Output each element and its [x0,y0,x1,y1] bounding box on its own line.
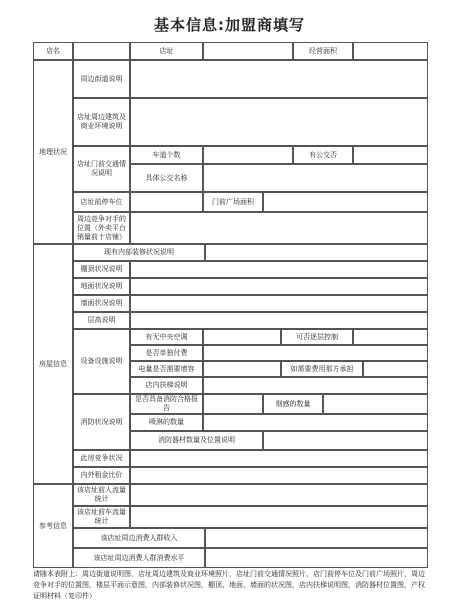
traffic-label: 店址门前交通情况说明 [73,146,130,192]
street-field[interactable] [130,60,428,98]
flow-front-field[interactable] [130,484,428,506]
rent-ratio-field[interactable] [130,467,428,484]
bus-stop-field[interactable] [353,146,428,164]
ac-field[interactable] [203,329,281,345]
parking-field[interactable] [130,192,203,212]
house-section-label: 房屋信息 [33,244,73,484]
ceiling-label: 棚顶状况说明 [73,261,130,278]
power-field[interactable] [203,361,281,377]
floor-field[interactable] [130,278,428,295]
smoke-field[interactable] [323,394,428,414]
store-name-field[interactable] [73,42,130,60]
flow-car-field[interactable] [130,506,428,528]
address-label: 店址 [130,42,203,60]
ac-label: 有无中央空调 [130,329,203,345]
income-field[interactable] [205,528,428,548]
plaza-field[interactable] [263,192,428,212]
attachment-note: 请随本表附上：周边街道说明图，店址周边建筑及商业环境照片，店址门前交通情况照片，店门前停车位及门前广场照片，周边竞争对手的位置图，楼层平面示意图，内部装修状况图，棚顶、地面、墙面的状况图，店内扶梯说明图，消防器材位置图，产权证明材料（复印件） [33,570,425,600]
hours-label: 可否逐层控制 [281,329,353,345]
height-field[interactable] [130,312,428,329]
competition-position-field[interactable] [130,212,428,244]
decor-label: 现有内部装修状况说明 [73,244,205,261]
sprinkler-label: 喷淋的数量 [130,414,203,431]
stairs-field[interactable] [203,377,428,394]
street-label: 周边街道说明 [73,60,130,98]
competition-status-field[interactable] [130,450,428,467]
cost-bearer-field[interactable] [363,361,428,377]
fire-equipment-field[interactable] [263,431,428,450]
decor-field[interactable] [205,244,428,261]
consumption-field[interactable] [205,548,428,568]
income-label: 该店址周边消费人群收入 [73,528,205,548]
parking-label: 店址前停车位 [73,192,130,212]
fire-label: 消防状况说明 [73,394,130,450]
wall-field[interactable] [130,295,428,312]
flow-car-label: 该店址前车流量统计 [73,506,130,528]
area-label: 经营面积 [293,42,353,60]
bus-names-field[interactable] [203,164,428,192]
wall-label: 墙面状况说明 [73,295,130,312]
hours-field[interactable] [353,329,428,345]
lanes-field[interactable] [203,146,293,164]
sprinkler-field[interactable] [203,414,428,431]
buildings-label: 店址周边建筑及商业环境说明 [73,98,130,146]
store-name-label: 店名 [33,42,73,60]
competition-status-label: 此房竞争状况 [73,450,130,467]
franchise-info-table [33,42,428,568]
location-section-label: 地理状况 [33,60,73,244]
page-title: 基本信息:加盟商填写 [154,16,305,34]
meter-field[interactable] [203,345,428,361]
fire-report-field[interactable] [203,394,263,414]
competition-position-label: 周边竞争对手的位置（外卖平台销量前十店铺） [73,212,130,244]
consumption-label: 该店址周边消费人群消费水平 [73,548,205,568]
fire-equipment-label: 消防器材数量及位置说明 [130,431,263,450]
plaza-label: 门前广场面积 [203,192,263,212]
power-label: 电量是否需要增容 [130,361,203,377]
stairs-label: 店内扶梯说明 [130,377,203,394]
rent-ratio-label: 内外租金比价 [73,467,130,484]
fire-report-label: 是否具备消防合格报告 [130,394,203,414]
flow-front-label: 该店址前人流量统计 [73,484,130,506]
height-label: 层高说明 [73,312,130,329]
lanes-label: 车道个数 [130,146,203,164]
bus-stop-label: 有公交否 [293,146,353,164]
cost-bearer-label: 如需要费用那方承担 [281,361,363,377]
smoke-label: 烟感的数量 [263,394,323,414]
address-field[interactable] [203,42,293,60]
buildings-field[interactable] [130,98,428,146]
ceiling-field[interactable] [130,261,428,278]
floor-label: 地面状况说明 [73,278,130,295]
bus-names-label: 具体公交名称 [130,164,203,192]
meter-label: 是否单独付费 [130,345,203,361]
area-field[interactable] [353,42,428,60]
equipment-label: 设备设施说明 [73,329,130,394]
reference-section-label: 参考信息 [33,484,73,568]
